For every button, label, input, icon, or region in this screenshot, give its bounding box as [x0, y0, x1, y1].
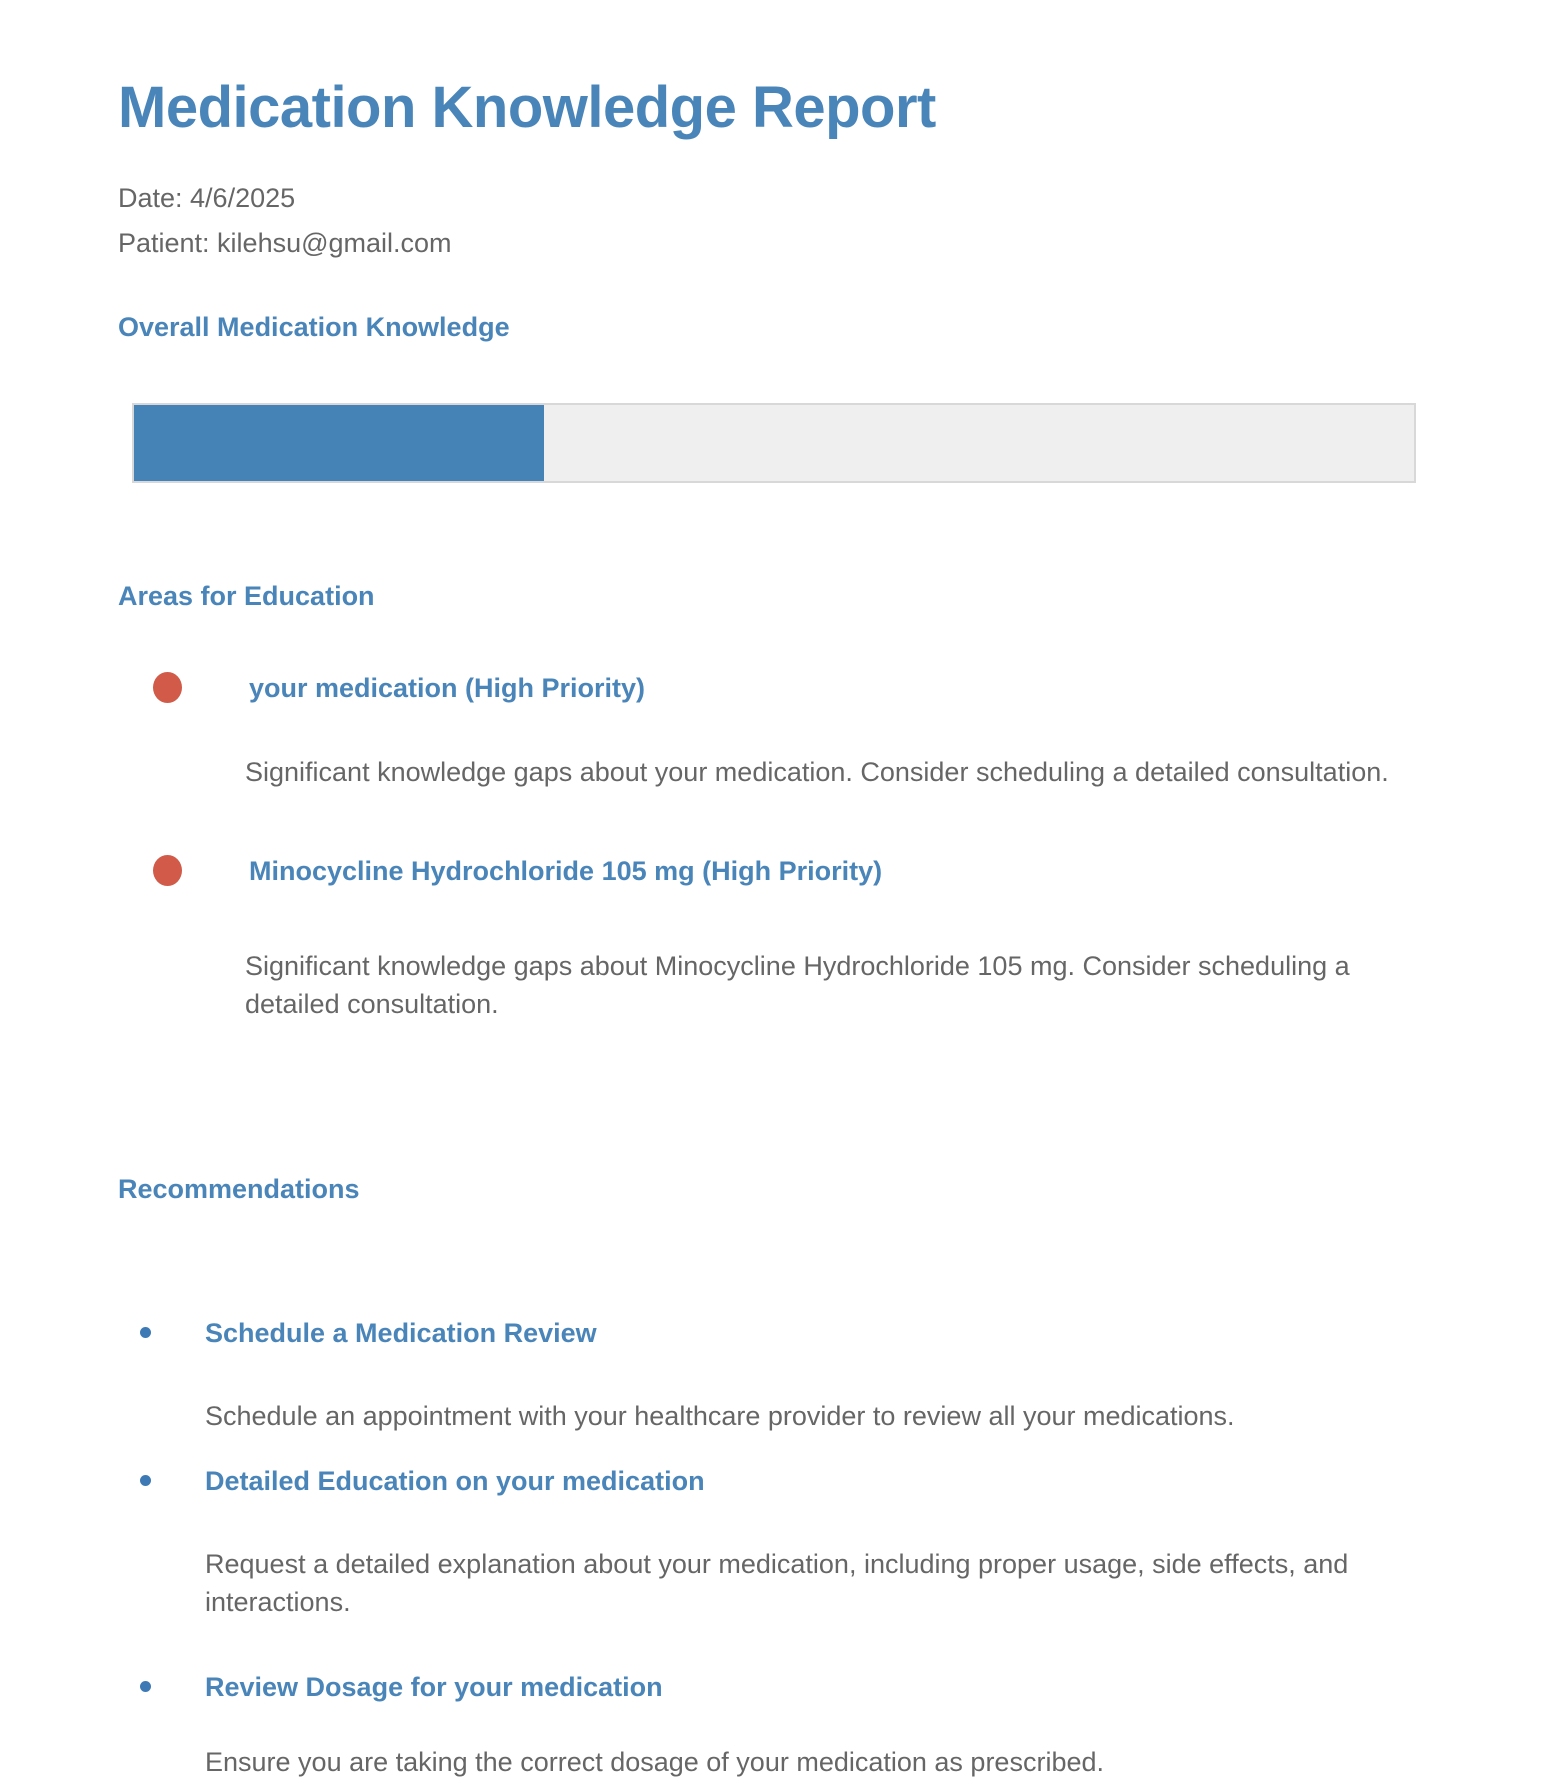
recommendation-item-description: Ensure you are taking the correct dosage of your medication as prescribed. — [205, 1746, 1104, 1777]
recommendation-item-description: Request a detailed explanation about your medication, including proper usage, side effects, and interactions. — [205, 1548, 1349, 1617]
bullet-dot-icon — [140, 1681, 151, 1692]
recommendation-item — [140, 1671, 1446, 1703]
education-item-description: Significant knowledge gaps about your medication. Consider scheduling a detailed consultation. — [245, 756, 1389, 787]
high-priority-dot-icon — [153, 855, 182, 886]
recommendation-item-title: Schedule a Medication Review — [205, 1317, 597, 1348]
overall-knowledge-progressbar — [132, 403, 1416, 483]
progressbar-fill — [134, 405, 544, 481]
report-patient: Patient: kilehsu@gmail.com — [118, 227, 452, 258]
bullet-dot-icon — [140, 1475, 151, 1486]
high-priority-dot-icon — [153, 672, 182, 703]
recommendation-item-title: Detailed Education on your medication — [205, 1465, 705, 1496]
recommendation-item — [140, 1465, 1446, 1497]
report-date: Date: 4/6/2025 — [118, 182, 296, 213]
page-title: Medication Knowledge Report — [118, 75, 936, 140]
education-item — [153, 855, 1446, 887]
education-item — [153, 672, 1446, 704]
recommendation-item-title: Review Dosage for your medication — [205, 1671, 663, 1702]
medication-knowledge-report-page — [0, 73, 1546, 1781]
education-item-title: Minocycline Hydrochloride 105 mg (High Priority) — [249, 855, 883, 886]
recommendation-item-description: Schedule an appointment with your healthcare provider to review all your medications. — [205, 1400, 1235, 1431]
section-heading-areas-for-education: Areas for Education — [118, 580, 375, 611]
education-item-title: your medication (High Priority) — [249, 672, 646, 703]
section-heading-recommendations: Recommendations — [118, 1173, 360, 1204]
bullet-dot-icon — [140, 1327, 151, 1338]
education-item-description: Significant knowledge gaps about Minocycline Hydrochloride 105 mg. Consider scheduling a detailed consultation. — [245, 950, 1350, 1019]
section-heading-overall-knowledge: Overall Medication Knowledge — [118, 311, 510, 342]
recommendation-item — [140, 1317, 1446, 1349]
